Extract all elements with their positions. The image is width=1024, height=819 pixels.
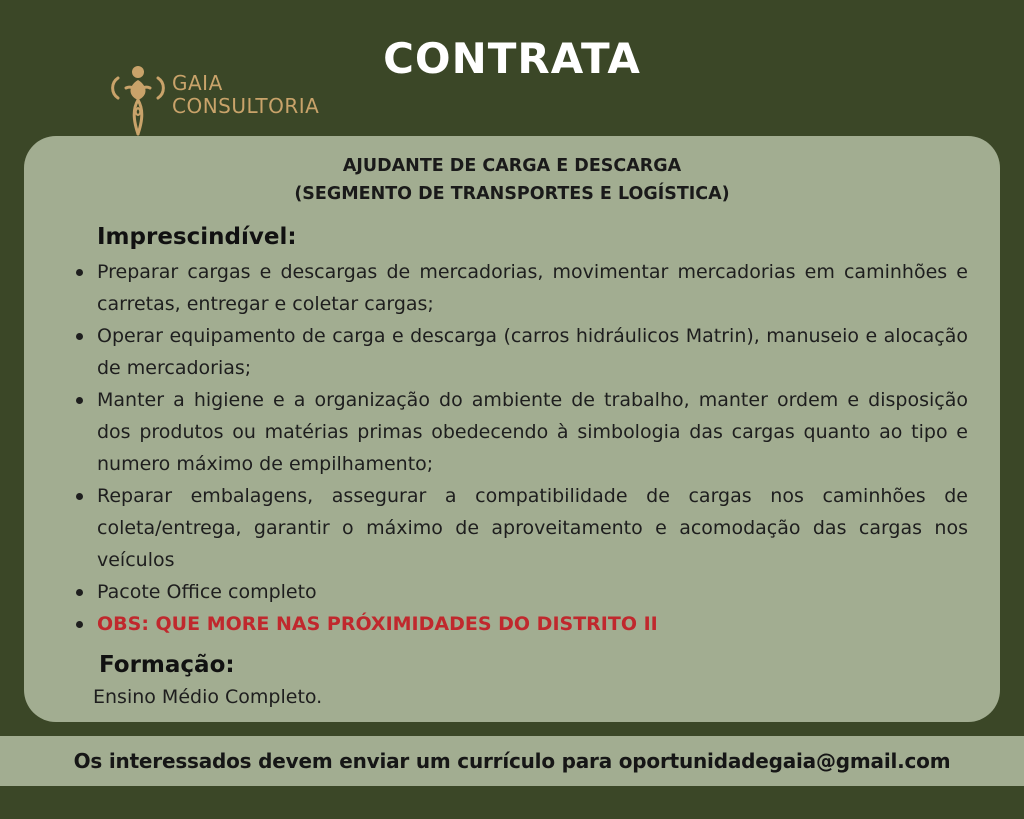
bullet-dot-icon <box>76 269 83 276</box>
goddess-moon-icon <box>108 60 168 140</box>
bullet-dot-icon <box>76 397 83 404</box>
list-item <box>72 576 968 608</box>
list-item-obs <box>72 608 968 640</box>
list-item-text: Preparar cargas e descargas de mercadorias, movimentar mercadorias em caminhões e carretas, entregar e coletar cargas; <box>97 261 968 315</box>
job-title <box>0 152 1024 208</box>
footer-banner <box>0 736 1024 786</box>
bullet-dot-icon <box>76 589 83 596</box>
bullet-dot-icon <box>76 493 83 500</box>
job-title-line-2: (SEGMENTO DE TRANSPORTES E LOGÍSTICA) <box>294 184 730 204</box>
job-title-line-1: AJUDANTE DE CARGA E DESCARGA <box>342 156 682 176</box>
logo-line-2: CONSULTORIA <box>172 94 320 118</box>
list-item <box>72 384 968 480</box>
list-item <box>72 320 968 384</box>
page-headline: CONTRATA <box>383 34 641 83</box>
list-item <box>72 256 968 320</box>
obs-note: OBS: QUE MORE NAS PRÓXIMIDADES DO DISTRITO II <box>97 613 658 635</box>
list-item-text: Operar equipamento de carga e descarga (carros hidráulicos Matrin), manuseio e alocação de mercadorias; <box>97 325 968 379</box>
list-item-text: Manter a higiene e a organização do ambiente de trabalho, manter ordem e disposição dos produtos ou matérias primas obedecendo à simbologia das cargas quanto ao tipo e numero máximo de empilhamento; <box>97 389 968 475</box>
footer-contact-text: Os interessados devem enviar um currículo para oportunidadegaia@gmail.com <box>73 749 951 773</box>
list-item-text: Pacote Office completo <box>97 581 317 603</box>
requirements-heading: Imprescindível: <box>97 224 297 250</box>
list-item-text: Reparar embalagens, assegurar a compatibilidade de cargas nos caminhões de coleta/entrega, garantir o máximo de aproveitamento e acomodação das cargas nos veículos <box>97 485 968 571</box>
logo-line-1: GAIA <box>172 71 223 95</box>
logo-wordmark <box>172 72 319 118</box>
bullet-dot-icon <box>76 621 83 628</box>
education-value: Ensino Médio Completo. <box>93 686 323 708</box>
education-heading: Formação: <box>99 652 235 678</box>
list-item <box>72 480 968 576</box>
company-logo <box>108 60 358 140</box>
bullet-dot-icon <box>76 333 83 340</box>
requirements-list <box>72 256 968 640</box>
